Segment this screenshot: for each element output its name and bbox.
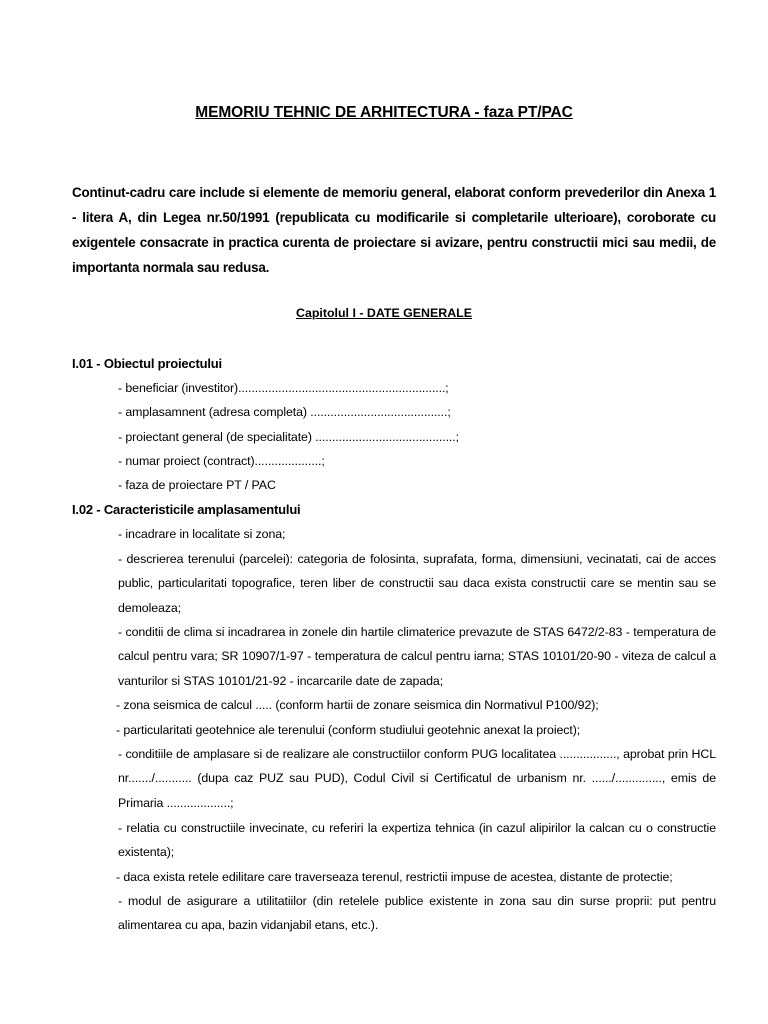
section-heading-objective: I.01 - Obiectul proiectului [72,356,222,371]
list-item-proiectant: - proiectant general (de specialitate) ..........................................; [118,430,459,444]
list-item-conditii-clima: - conditii de clima si incadrarea in zonele din hartile climaterice prevazute de STAS 6472/2-83 - temperatura de calcul pentru vara; SR 10907/1-97 - temperatura de calcul pentru iarna; STAS 10101/20-90 - viteza de calcul a vanturilor si STAS 10101/21-92 - incarcarile date de zapada; [118,625,716,688]
list-item-retele-edilitare: - daca exista retele edilitare care traverseaza terenul, restrictii impuse de acestea, distante de protectie; [116,870,673,884]
document-title: MEMORIU TEHNIC DE ARHITECTURA - faza PT/PAC [195,104,573,121]
intro-paragraph: Continut-cadru care include si elemente de memoriu general, elaborat conform prevederilor din Anexa 1 - litera A, din Legea nr.50/1991 (republicata cu modificarile si completarile ulterioare), coroborate cu exigentele consacrate in practica curenta de proiectare si avizare, pentru constructii mici sau medii, de importanta normala sau redusa. [72,185,716,275]
list-item-zona-seismica: - zona seismica de calcul ..... (conform hartii de zonare seismica din Normativul P100/92); [116,698,599,712]
list-item-faza: - faza de proiectare PT / PAC [118,478,276,492]
list-item-numar-proiect: - numar proiect (contract)....................; [118,454,325,468]
list-item-beneficiar: - beneficiar (investitor)..............................................................; [118,381,449,395]
list-item-conditii-amplasare: - conditiile de amplasare si de realizare ale constructiilor conform PUG localitatea ................., aprobat prin HCL nr......./........... (dupa caz PUZ sau PUD), Codul Civil si Certificatul de urbanism nr. ....../.............., emis de Primaria ...................; [118,747,716,810]
chapter-heading: Capitolul I - DATE GENERALE [296,306,472,320]
list-item-relatia-constructii: - relatia cu constructiile invecinate, cu referiri la expertiza tehnica (in cazul alipirilor la calcan cu o constructie existenta); [118,821,716,860]
list-item-utilitati: - modul de asigurare a utilitatiilor (din retelele publice existente in zona sau din surse proprii: put pentru alimentarea cu apa, bazin vidanjabil etans, etc.). [118,894,716,933]
list-item-amplasament: - amplasamnent (adresa completa) .........................................; [118,405,451,419]
section-heading-site: I.02 - Caracteristicile amplasamentului [72,502,301,517]
list-item-descriere-teren: - descrierea terenului (parcelei): categoria de folosinta, suprafata, forma, dimensiuni, vecinatati, cai de acces public, particularitati topografice, teren liber de constructii sau daca exista constructii care se mentin sau se demoleaza; [118,552,716,615]
list-item-geotehnic: - particularitati geotehnice ale terenului (conform studiului geotehnic anexat la proiect); [116,723,581,737]
list-item-incadrare: - incadrare in localitate si zona; [118,527,286,541]
